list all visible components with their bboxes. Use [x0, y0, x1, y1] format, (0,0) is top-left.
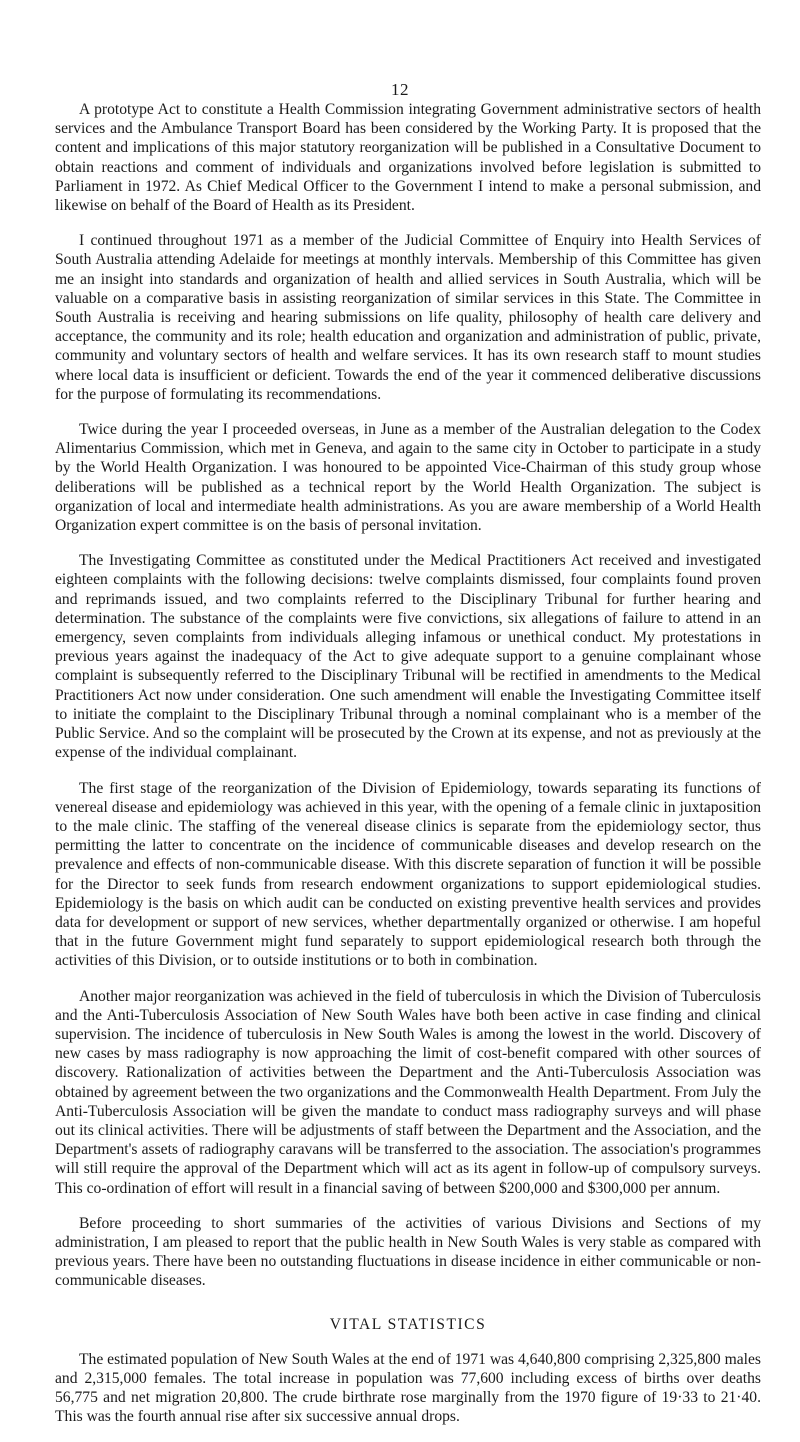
- paragraph-health-commission: A prototype Act to constitute a Health Commission integrating Government administrative sectors of health services and the Ambulance Transport Board has been considered by the Working Party. It is proposed that the content and implications of this major statutory reorganization will be published in a Consultative Document to obtain reactions and comment of individuals and organizations involved before legislation is submitted to Parliament in 1972. As Chief Medical Officer to the Government I intend to make a personal submission, and likewise on behalf of the Board of Health as its President.: [55, 101, 761, 215]
- paragraph-public-health-summary: Before proceeding to short summaries of the activities of various Divisions and Sections of my administration, I am pleased to report that the public health in New South Wales is very stable as compared with previous years. There have been no outstanding fluctuations in disease incidence in either communicable or non-communicable diseases.: [55, 1214, 761, 1290]
- section-heading-vital-statistics: VITAL STATISTICS: [329, 1315, 487, 1333]
- paragraph-overseas-travel: Twice during the year I proceeded overseas, in June as a member of the Australian delegation to the Codex Alimentarius Commission, which met in Geneva, and again to the same city in October to participate in a study by the World Health Organization. I was honoured to be appointed Vice-Chairman of this study group whose deliberations will be published as a technical report by the World Health Organization. The subject is organization of local and intermediate health administrations. As you are aware membership of a World Health Organization expert committee is on the basis of personal invitation.: [55, 421, 761, 535]
- paragraph-epidemiology: The first stage of the reorganization of the Division of Epidemiology, towards separating its functions of venereal disease and epidemiology was achieved in this year, with the opening of a female clinic in juxtaposition to the male clinic. The staffing of the venereal disease clinics is separate from the epidemiology sector, thus permitting the latter to concentrate on the incidence of communicable diseases and develop research on the prevalence and effects of non-communicable disease. With this discrete separation of function it will be possible for the Director to seek funds from research endowment organizations to support epidemiological studies. Epidemiology is the basis on which audit can be conducted on existing preventive health services and provides data for development or support of new services, whether departmentally organized or otherwise. I am hopeful that in the future Government might fund separately to support epidemiological research both through the activities of this Division, or to outside institutions or to both in combination.: [55, 779, 761, 970]
- paragraph-investigating-committee: The Investigating Committee as constituted under the Medical Practitioners Act received and investigated eighteen complaints with the following decisions: twelve complaints dismissed, four complaints found proven and reprimands issued, and two complaints referred to the Disciplinary Tribunal for further hearing and determination. The substance of the complaints were five convictions, six allegations of failure to attend in an emergency, seven complaints from individuals alleging infamous or unethical conduct. My protestations in previous years against the inadequacy of the Act to give adequate support to a genuine complainant whose complaint is subsequently referred to the Disciplinary Tribunal will be rectified in amendments to the Medical Practitioners Act now under consideration. One such amendment will enable the Investigating Committee itself to initiate the complaint to the Disciplinary Tribunal through a nominal complainant who is a member of the Public Service. And so the complaint will be prosecuted by the Crown at its expense, and not as previously at the expense of the individual complainant.: [55, 552, 761, 762]
- document-body: [55, 100, 761, 1442]
- paragraph-vital-statistics: The estimated population of New South Wales at the end of 1971 was 4,640,800 comprising 2,325,800 males and 2,315,000 females. The total increase in population was 77,600 including excess of births over deaths 56,775 and net migration 20,800. The crude birthrate rose marginally from the 1970 figure of 19·33 to 21·40. This was the fourth annual rise after six successive annual drops.: [55, 1350, 761, 1426]
- paragraph-judicial-committee: I continued throughout 1971 as a member of the Judicial Committee of Enquiry into Health Services of South Australia attending Adelaide for meetings at monthly intervals. Membership of this Committee has given me an insight into standards and organization of health and allied services in South Australia, which will be valuable on a comparative basis in assisting reorganization of similar services in this State. The Committee in South Australia is receiving and hearing submissions on life quality, philosophy of health care delivery and acceptance, the community and its role; health education and organization and administration of public, private, community and voluntary sectors of health and welfare services. It has its own research staff to mount studies where local data is insufficient or deficient. Towards the end of the year it commenced deliberative discussions for the purpose of formulating its recommendations.: [55, 232, 761, 403]
- paragraph-tuberculosis: Another major reorganization was achieved in the field of tuberculosis in which the Division of Tuberculosis and the Anti-Tuberculosis Association of New South Wales have both been active in case finding and clinical supervision. The incidence of tuberculosis in New South Wales is among the lowest in the world. Discovery of new cases by mass radiography is now approaching the limit of cost-benefit compared with other sources of discovery. Rationalization of activities between the Department and the Anti-Tuberculosis Association was obtained by agreement between the two organizations and the Commonwealth Health Department. From July the Anti-Tuberculosis Association will be given the mandate to conduct mass radiography surveys and will phase out its clinical activities. There will be adjustments of staff between the Department and the Association, and the Department's assets of radiography caravans will be transferred to the association. The association's programmes will still require the approval of the Department which will act as its agent in follow-up of compulsory surveys. This co-ordination of effort will result in a financial saving of between $200,000 and $300,000 per annum.: [55, 987, 762, 1197]
- page-number: 12: [391, 80, 409, 99]
